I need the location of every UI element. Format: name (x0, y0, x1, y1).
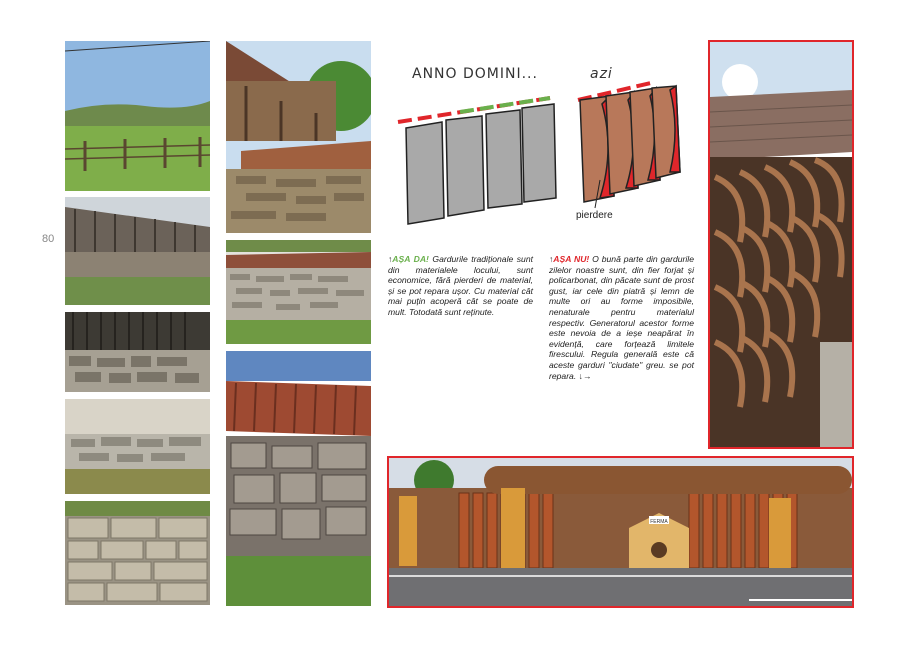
photo-cut-stone-wall (65, 501, 210, 605)
photo-decorative-log-fence (387, 456, 854, 608)
caption-no-arrow: ↑ (549, 254, 554, 264)
photo-barn-stone-wall (226, 41, 371, 233)
photo-stone-wall-wood-fence (65, 312, 210, 392)
photo-tiled-stone-wall-closeup (226, 351, 371, 606)
caption-no-text: O bună parte din gardurile zilelor noastre sunt, din fier forjat și policarbonat, din păcate sunt de prost gust, iar cele din piatră și lemn de multe ori au forme imposibile, nenaturale pentru materialul respectiv. Generatorul acestor forme este nevoia de a ieșe neapărat în evidență, care forțează limitele firescului. Regula generală este că aceste garduri "ciudate" greu. se pot repara. (549, 254, 694, 381)
caption-yes-arrow: ↑ (388, 254, 393, 264)
photo-wooden-picket-fence (65, 197, 210, 305)
traditional-boards (406, 104, 556, 224)
diagram-title-left: ANNO DOMINI... (412, 66, 538, 82)
diagram-drawing (390, 60, 690, 230)
photo-dry-stone-wall (65, 399, 210, 494)
caption-no-lead: AȘA NU! (553, 254, 590, 264)
sign-text: FERMA (650, 519, 668, 525)
photo-rural-fence-landscape (65, 41, 210, 191)
modern-boards (580, 86, 680, 202)
fence-comparison-diagram (390, 60, 690, 230)
caption-no (549, 254, 694, 381)
caption-yes-text: Gardurile tradiționale sunt din materialele locului, sunt economice, fără pierderi de material, și se pot repara ușor. Cu material cât mai puțin acoperă cât se poate de mult. Totodată sunt reținute. (388, 254, 533, 317)
photo-curved-wood-fence (708, 40, 854, 449)
caption-no-tail: ↓→ (578, 370, 592, 381)
page-number: 80 (42, 233, 55, 245)
loss-label: pierdere (576, 210, 613, 221)
diagram-title-right: azi (590, 66, 613, 82)
caption-yes (388, 254, 533, 318)
caption-yes-lead: AȘA DA! (392, 254, 429, 264)
photo-roofed-stone-wall (226, 240, 371, 344)
